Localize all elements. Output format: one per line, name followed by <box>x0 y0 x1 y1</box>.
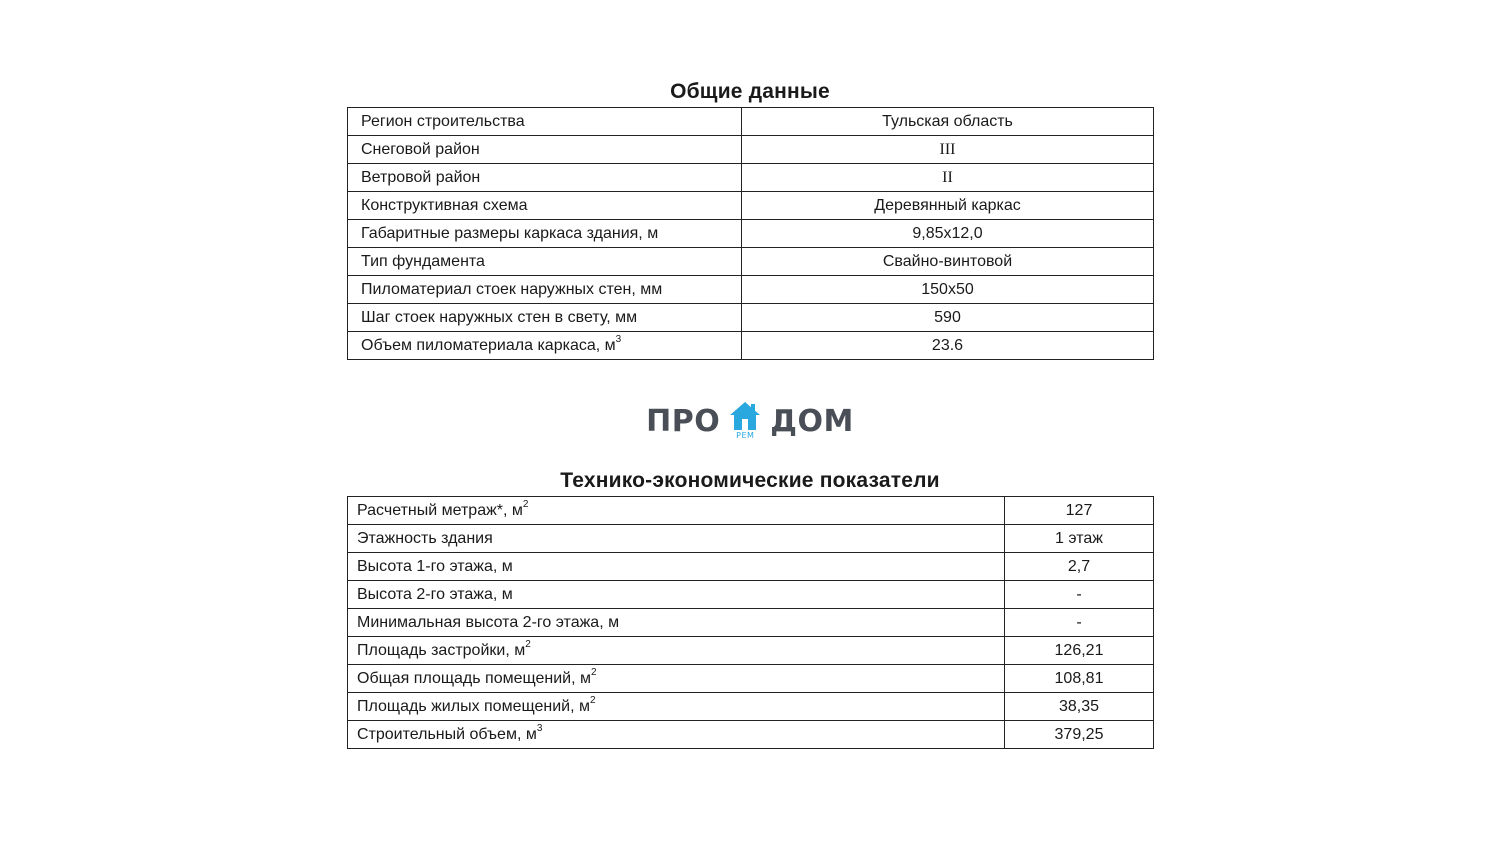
logo-text-left: ПРО <box>646 403 721 439</box>
row-label <box>348 332 742 360</box>
row-label-text: Строительный объем, м <box>357 725 537 743</box>
unit-superscript: 2 <box>590 667 597 679</box>
row-value: Свайно-винтовой <box>742 248 1154 276</box>
row-label-text: Площадь застройки, м <box>357 641 526 659</box>
row-value: 150х50 <box>742 276 1154 304</box>
row-value: - <box>1005 609 1154 637</box>
house-icon <box>728 400 762 442</box>
unit-superscript: 2 <box>589 695 596 707</box>
unit-superscript: 3 <box>536 723 543 735</box>
table-row <box>348 220 1154 248</box>
row-value: II <box>742 164 1154 192</box>
row-label-text: Объем пиломатериала каркаса, м <box>361 336 616 354</box>
row-value: 108,81 <box>1005 665 1154 693</box>
table-row <box>348 164 1154 192</box>
row-value: 9,85х12,0 <box>742 220 1154 248</box>
tech-indicators-table <box>347 496 1154 749</box>
row-label-text: Площадь жилых помещений, м <box>357 697 590 715</box>
table-row <box>348 693 1154 721</box>
tech-indicators-title: Технико-экономические показатели <box>560 469 940 492</box>
table-row <box>348 637 1154 665</box>
row-label: Высота 2-го этажа, м <box>348 581 1005 609</box>
table-row <box>348 192 1154 220</box>
logo <box>0 400 1500 442</box>
row-label-text: Общая площадь помещений, м <box>357 669 591 687</box>
row-label <box>348 637 1005 665</box>
unit-superscript: 2 <box>522 499 529 511</box>
row-label <box>348 693 1005 721</box>
row-label: Ветровой район <box>348 164 742 192</box>
table-row <box>348 497 1154 525</box>
row-label-text: Расчетный метраж*, м <box>357 501 523 519</box>
row-label: Габаритные размеры каркаса здания, м <box>348 220 742 248</box>
row-label <box>348 721 1005 749</box>
table-row <box>348 136 1154 164</box>
table-row <box>348 581 1154 609</box>
unit-superscript: 2 <box>525 639 531 651</box>
table-row <box>348 609 1154 637</box>
table-row <box>348 276 1154 304</box>
row-value: 2,7 <box>1005 553 1154 581</box>
row-label: Этажность здания <box>348 525 1005 553</box>
row-value: 1 этаж <box>1005 525 1154 553</box>
table-row <box>348 525 1154 553</box>
table-row <box>348 721 1154 749</box>
row-label: Пиломатериал стоек наружных стен, мм <box>348 276 742 304</box>
table-row <box>348 332 1154 360</box>
general-data-title: Общие данные <box>670 80 830 103</box>
row-value: Тульская область <box>742 108 1154 136</box>
row-label <box>348 665 1005 693</box>
row-value: 38,35 <box>1005 693 1154 721</box>
unit-superscript: 3 <box>615 334 622 346</box>
table-row <box>348 665 1154 693</box>
row-label: Снеговой район <box>348 136 742 164</box>
row-label: Тип фундамента <box>348 248 742 276</box>
row-value: 590 <box>742 304 1154 332</box>
row-value: - <box>1005 581 1154 609</box>
row-label: Регион строительства <box>348 108 742 136</box>
table-row <box>348 304 1154 332</box>
row-value: 23.6 <box>742 332 1154 360</box>
row-label: Конструктивная схема <box>348 192 742 220</box>
table-row <box>348 108 1154 136</box>
row-label <box>348 497 1005 525</box>
table-row <box>348 248 1154 276</box>
row-value: III <box>742 136 1154 164</box>
row-value: Деревянный каркас <box>742 192 1154 220</box>
row-label: Высота 1-го этажа, м <box>348 553 1005 581</box>
row-label: Шаг стоек наружных стен в свету, мм <box>348 304 742 332</box>
row-value: 127 <box>1005 497 1154 525</box>
row-value: 126,21 <box>1005 637 1154 665</box>
row-label: Минимальная высота 2-го этажа, м <box>348 609 1005 637</box>
logo-small-text: РЕМ <box>736 431 755 440</box>
general-data-table <box>347 107 1154 360</box>
row-value: 379,25 <box>1005 721 1154 749</box>
table-row <box>348 553 1154 581</box>
logo-text-right: ДОМ <box>770 403 854 439</box>
